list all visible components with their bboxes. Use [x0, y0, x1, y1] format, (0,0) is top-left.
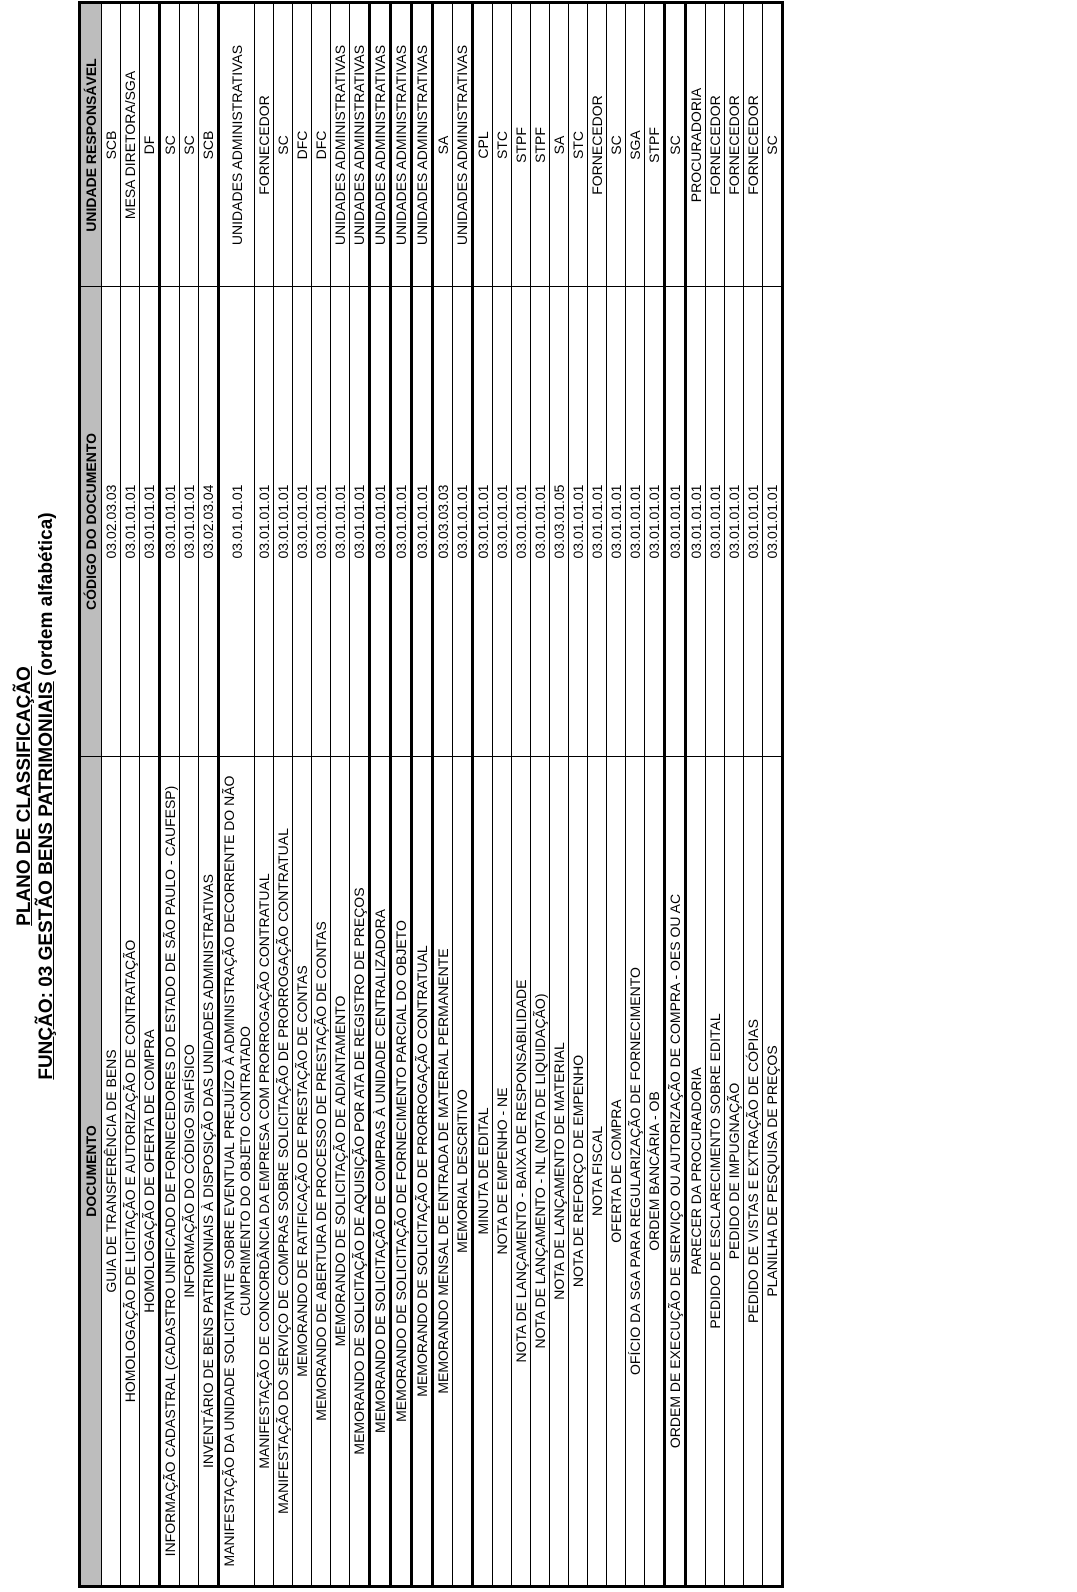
cell-unidade: SC: [763, 3, 783, 287]
cell-documento: MANIFESTAÇÃO DA UNIDADE SOLICITANTE SOBRE EVENTUAL PREJUÍZO À ADMINISTRAÇÃO DECORRENTE DO NÃO CUMPRIMENTO DO OBJETO CONTRATADO: [219, 757, 255, 1587]
cell-codigo: 03.01.01.01: [255, 287, 274, 757]
table-row: [331, 3, 350, 1587]
table-row: [645, 3, 665, 1587]
cell-codigo: 03.01.01.01: [569, 287, 588, 757]
cell-codigo: 03.01.01.01: [725, 287, 744, 757]
table-row: [370, 3, 391, 1587]
table-row: [121, 3, 140, 1587]
table-row: [686, 3, 706, 1587]
subtitle-order-note: (ordem alfabética): [36, 512, 57, 682]
table-row: [180, 3, 199, 1587]
table-row: [588, 3, 607, 1587]
cell-documento: NOTA DE EMPENHO - NE: [493, 757, 512, 1587]
cell-unidade: STPF: [531, 3, 550, 287]
table-row: [550, 3, 569, 1587]
table-row: [512, 3, 531, 1587]
cell-documento: PEDIDO DE IMPUGNAÇÃO: [725, 757, 744, 1587]
table-header-row: [80, 3, 102, 1587]
cell-codigo: 03.01.01.01: [331, 287, 350, 757]
cell-documento: MEMORANDO MENSAL DE ENTRADA DE MATERIAL PERMANENTE: [433, 757, 453, 1587]
table-row: [706, 3, 725, 1587]
cell-documento: MINUTA DE EDITAL: [473, 757, 493, 1587]
cell-documento: MEMORANDO DE SOLICITAÇÃO DE AQUISIÇÃO POR ATA DE REGISTRO DE PREÇOS: [350, 757, 370, 1587]
table-row: [219, 3, 255, 1587]
table-row: [274, 3, 293, 1587]
cell-unidade: UNIDADES ADMINISTRATIVAS: [391, 3, 412, 287]
table-row: [763, 3, 783, 1587]
cell-unidade: SC: [274, 3, 293, 287]
cell-codigo: 03.03.01.05: [550, 287, 569, 757]
cell-codigo: 03.01.01.01: [744, 287, 763, 757]
cell-codigo: 03.01.01.01: [686, 287, 706, 757]
column-header-unidade: UNIDADE RESPONSÁVEL: [80, 3, 102, 287]
cell-codigo: 03.01.01.01: [473, 287, 493, 757]
table-row: [433, 3, 453, 1587]
cell-documento: ORDEM BANCÁRIA - OB: [645, 757, 665, 1587]
table-row: [453, 3, 473, 1587]
cell-codigo: 03.01.01.01: [274, 287, 293, 757]
cell-unidade: SGA: [626, 3, 645, 287]
cell-unidade: MESA DIRETORA/SGA: [121, 3, 140, 287]
table-row: [312, 3, 331, 1587]
cell-unidade: SCB: [199, 3, 219, 287]
table-row: [199, 3, 219, 1587]
cell-documento: MEMORIAL DESCRITIVO: [453, 757, 473, 1587]
cell-codigo: 03.01.01.01: [160, 287, 180, 757]
cell-unidade: FORNECEDOR: [706, 3, 725, 287]
cell-unidade: SA: [550, 3, 569, 287]
cell-codigo: 03.03.03.03: [433, 287, 453, 757]
cell-codigo: 03.02.03.04: [199, 287, 219, 757]
cell-unidade: PROCURADORIA: [686, 3, 706, 287]
cell-documento: GUIA DE TRANSFERÊNCIA DE BENS: [102, 757, 121, 1587]
cell-unidade: SC: [607, 3, 626, 287]
cell-unidade: FORNECEDOR: [725, 3, 744, 287]
table-row: [607, 3, 626, 1587]
cell-codigo: 03.01.01.01: [607, 287, 626, 757]
table-row: [140, 3, 160, 1587]
cell-codigo: 03.01.01.01: [350, 287, 370, 757]
cell-unidade: FORNECEDOR: [255, 3, 274, 287]
cell-documento: MEMORANDO DE SOLICITAÇÃO DE ADIANTAMENTO: [331, 757, 350, 1587]
table-row: [744, 3, 763, 1587]
cell-unidade: UNIDADES ADMINISTRATIVAS: [412, 3, 433, 287]
table-row: [626, 3, 645, 1587]
cell-documento: ORDEM DE EXECUÇÃO DE SERVIÇO OU AUTORIZAÇÃO DE COMPRA - OES OU AC: [665, 757, 686, 1587]
cell-documento: INFORMAÇÃO CADASTRAL (CADASTRO UNIFICADO DE FORNECEDORES DO ESTADO DE SÃO PAULO - CAUFESP): [160, 757, 180, 1587]
cell-documento: PEDIDO DE VISTAS E EXTRAÇÃO DE CÓPIAS: [744, 757, 763, 1587]
cell-documento: NOTA DE REFORÇO DE EMPENHO: [569, 757, 588, 1587]
table-row: [293, 3, 312, 1587]
cell-codigo: 03.01.01.01: [493, 287, 512, 757]
cell-unidade: SC: [160, 3, 180, 287]
cell-unidade: SC: [665, 3, 686, 287]
cell-unidade: SCB: [102, 3, 121, 287]
table-row: [160, 3, 180, 1587]
cell-codigo: 03.01.01.01: [391, 287, 412, 757]
cell-codigo: 03.01.01.01: [665, 287, 686, 757]
table-row: [665, 3, 686, 1587]
cell-documento: HOMOLOGAÇÃO DE OFERTA DE COMPRA: [140, 757, 160, 1587]
cell-codigo: 03.01.01.01: [453, 287, 473, 757]
cell-documento: NOTA FISCAL: [588, 757, 607, 1587]
cell-codigo: 03.02.03.03: [102, 287, 121, 757]
page-title: PLANO DE CLASSIFICAÇÃO: [14, 666, 35, 926]
cell-documento: MEMORANDO DE SOLICITAÇÃO DE PRORROGAÇÃO CONTRATUAL: [412, 757, 433, 1587]
table-row: [350, 3, 370, 1587]
cell-codigo: 03.01.01.01: [180, 287, 199, 757]
cell-unidade: DFC: [293, 3, 312, 287]
cell-unidade: STC: [493, 3, 512, 287]
cell-documento: HOMOLOGAÇÃO DE LICITAÇÃO E AUTORIZAÇÃO DE CONTRATAÇÃO: [121, 757, 140, 1587]
cell-unidade: STC: [569, 3, 588, 287]
cell-unidade: SC: [180, 3, 199, 287]
table-row: [391, 3, 412, 1587]
column-header-codigo: CÓDIGO DO DOCUMENTO: [80, 287, 102, 757]
cell-documento: PEDIDO DE ESCLARECIMENTO SOBRE EDITAL: [706, 757, 725, 1587]
cell-documento: NOTA DE LANÇAMENTO DE MATERIAL: [550, 757, 569, 1587]
cell-documento: NOTA DE LANÇAMENTO - BAIXA DE RESPONSABILIDADE: [512, 757, 531, 1587]
cell-documento: INFORMAÇÃO DO CÓDIGO SIAFÍSICO: [180, 757, 199, 1587]
cell-documento: PARECER DA PROCURADORIA: [686, 757, 706, 1587]
cell-unidade: SA: [433, 3, 453, 287]
cell-codigo: 03.01.01.01: [293, 287, 312, 757]
cell-unidade: DF: [140, 3, 160, 287]
table-row: [412, 3, 433, 1587]
cell-unidade: STPF: [512, 3, 531, 287]
cell-documento: PLANILHA DE PESQUISA DE PREÇOS: [763, 757, 783, 1587]
cell-documento: MEMORANDO DE SOLICITAÇÃO DE FORNECIMENTO PARCIAL DO OBJETO: [391, 757, 412, 1587]
column-header-documento: DOCUMENTO: [80, 757, 102, 1587]
cell-codigo: 03.01.01.01: [121, 287, 140, 757]
cell-unidade: FORNECEDOR: [744, 3, 763, 287]
cell-unidade: UNIDADES ADMINISTRATIVAS: [331, 3, 350, 287]
cell-unidade: UNIDADES ADMINISTRATIVAS: [219, 3, 255, 287]
cell-documento: OFÍCIO DA SGA PARA REGULARIZAÇÃO DE FORNECIMENTO: [626, 757, 645, 1587]
cell-codigo: 03.01.01.01: [219, 287, 255, 757]
table-row: [493, 3, 512, 1587]
table-row: [725, 3, 744, 1587]
table-row: [102, 3, 121, 1587]
subtitle-function: FUNÇÃO: 03 GESTÃO BENS PATRIMONIAIS: [36, 681, 57, 1080]
cell-codigo: 03.01.01.01: [370, 287, 391, 757]
table-row: [531, 3, 550, 1587]
cell-documento: MANIFESTAÇÃO DE CONCORDÂNCIA DA EMPRESA COM PRORROGAÇÃO CONTRATUAL: [255, 757, 274, 1587]
classification-table: [78, 1, 784, 1588]
cell-codigo: 03.01.01.01: [412, 287, 433, 757]
cell-codigo: 03.01.01.01: [706, 287, 725, 757]
cell-documento: MEMORANDO DE SOLICITAÇÃO DE COMPRAS À UNIDADE CENTRALIZADORA: [370, 757, 391, 1587]
cell-codigo: 03.01.01.01: [140, 287, 160, 757]
cell-codigo: 03.01.01.01: [312, 287, 331, 757]
cell-documento: MANIFESTAÇÃO DO SERVIÇO DE COMPRAS SOBRE SOLICITAÇÃO DE PRORROGAÇÃO CONTRATUAL: [274, 757, 293, 1587]
cell-unidade: DFC: [312, 3, 331, 287]
cell-unidade: UNIDADES ADMINISTRATIVAS: [350, 3, 370, 287]
cell-unidade: CPL: [473, 3, 493, 287]
cell-unidade: UNIDADES ADMINISTRATIVAS: [370, 3, 391, 287]
table-row: [255, 3, 274, 1587]
cell-documento: MEMORANDO DE RATIFICAÇÃO DE PRESTAÇÃO DE CONTAS: [293, 757, 312, 1587]
cell-unidade: FORNECEDOR: [588, 3, 607, 287]
cell-unidade: UNIDADES ADMINISTRATIVAS: [453, 3, 473, 287]
cell-codigo: 03.01.01.01: [512, 287, 531, 757]
cell-codigo: 03.01.01.01: [645, 287, 665, 757]
page-subtitle: [36, 0, 58, 1592]
cell-documento: MEMORANDO DE ABERTURA DE PROCESSO DE PRESTAÇÃO DE CONTAS: [312, 757, 331, 1587]
table-row: [569, 3, 588, 1587]
cell-documento: OFERTA DE COMPRA: [607, 757, 626, 1587]
table-row: [473, 3, 493, 1587]
cell-codigo: 03.01.01.01: [588, 287, 607, 757]
cell-unidade: STPF: [645, 3, 665, 287]
cell-codigo: 03.01.01.01: [763, 287, 783, 757]
cell-codigo: 03.01.01.01: [626, 287, 645, 757]
cell-documento: INVENTÁRIO DE BENS PATRIMONIAIS À DISPOSIÇÃO DAS UNIDADES ADMINISTRATIVAS: [199, 757, 219, 1587]
cell-documento: NOTA DE LANÇAMENTO - NL (NOTA DE LIQUIDAÇÃO): [531, 757, 550, 1587]
cell-codigo: 03.01.01.01: [531, 287, 550, 757]
